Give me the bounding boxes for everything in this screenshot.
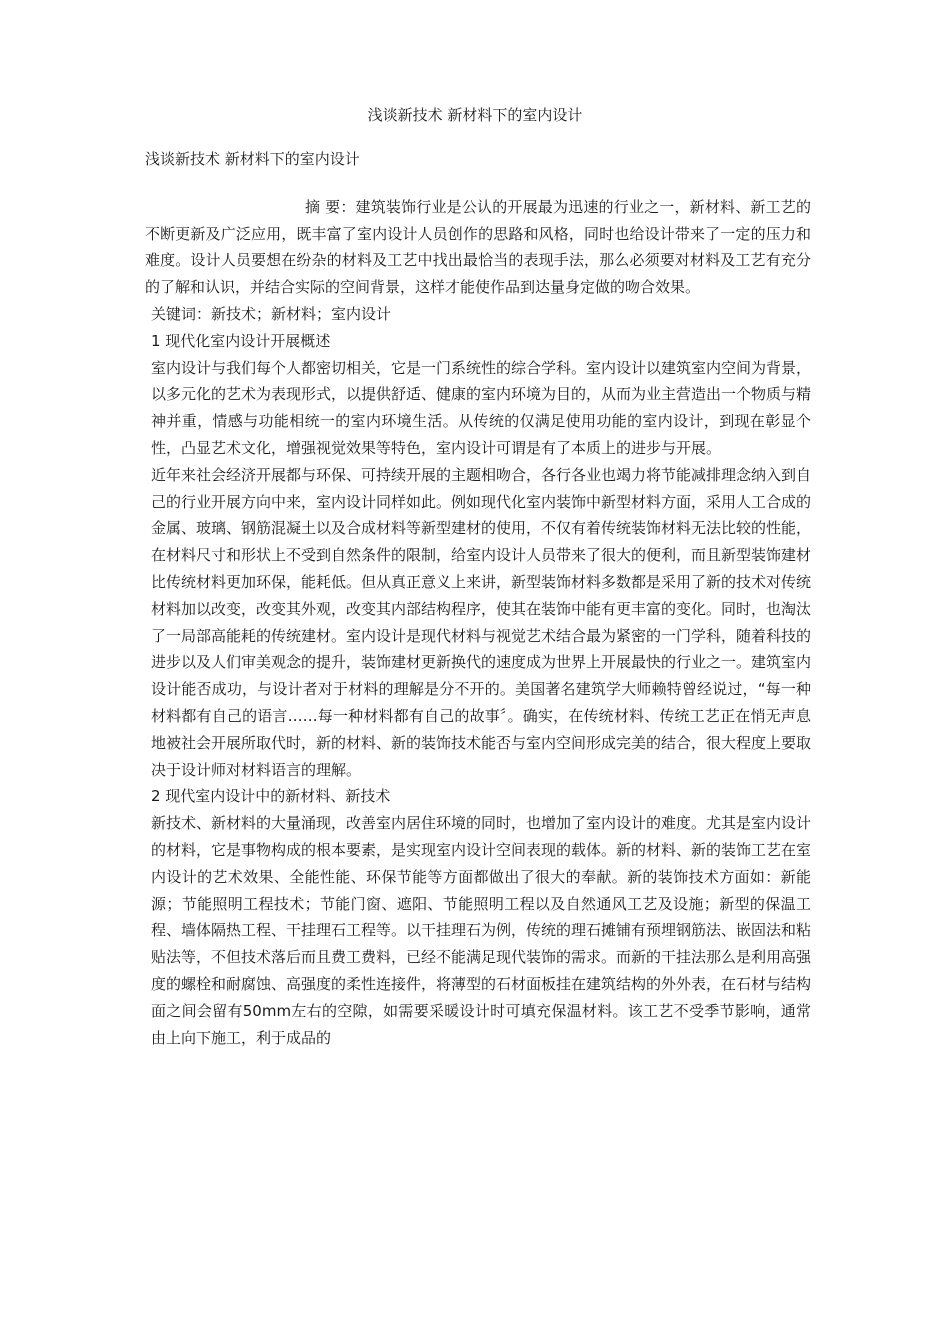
section-1-heading: 1 现代化室内设计开展概述 [151,331,331,350]
document-body [145,146,811,1051]
document-title: 浅谈新技术 新材料下的室内设计 [367,106,583,124]
section-1-paragraph-1: 室内设计与我们每个人都密切相关，它是一门系统性的综合学科。室内设计以建筑室内空间为背景，以多元化的艺术为表现形式，以提供舒适、健康的室内环境为目的，从而为业主营造出一个物质与精神并重，情感与功能相统一的室内环境生活。从传统的仅满足使用功能的室内设计，到现在彰显个性，凸显艺术文化，增强视觉效果等特色，室内设计可谓是有了本质上的进步与开展。 [151,358,812,457]
abstract-paragraph: 摘 要：建筑装饰行业是公认的开展最为迅速的行业之一，新材料、新工艺的不断更新及广泛应用，既丰富了室内设计人员创作的思路和风格，同时也给设计带来了一定的压力和难度。设计人员要想在纷杂的材料及工艺中找出最恰当的表现手法，那么必须要对材料及工艺有充分的了解和认识，并结合实际的空间背景，这样才能使作品到达量身定做的吻合效果。 [145,197,811,297]
document-subtitle: 浅谈新技术 新材料下的室内设计 [145,150,360,168]
keywords-line: 关键词：新技术；新材料；室内设计 [151,304,392,323]
section-2-heading: 2 现代室内设计中的新材料、新技术 [151,787,391,806]
section-1-paragraph-2: 近年来社会经济开展都与环保、可持续开展的主题相吻合，各行各业也竭力将节能减排理念纳入到自己的行业开展方向中来，室内设计同样如此。例如现代化室内装饰中新型材料方面，采用人工合成的金属、玻璃、钢筋混凝土以及合成材料等新型建材的使用，不仅有着传统装饰材料无法比较的性能，在材料尺寸和形状上不受到自然条件的限制，给室内设计人员带来了很大的便利，而且新型装饰建材比传统材料更加环保，能耗低。但从真正意义上来讲，新型装饰材料多数都是采用了新的技术对传统材料加以改变，改变其外观，改变其内部结构程序，使其在装饰中能有更丰富的变化。同时，也淘汰了一局部高能耗的传统建材。室内设计是现代材料与视觉艺术结合最为紧密的一门学科，随着科技的进步以及人们审美观念的提升，装饰建材更新换代的速度成为世界上开展最快的行业之一。建筑室内设计能否成功，与设计者对于材料的理解是分不开的。美国著名建筑学大师赖特曾经说过，“每一种材料都有自己的语言……每一种材料都有自己的故事〞。确实，在传统材料、传统工艺正在悄无声息地被社会开展所取代时，新的材料、新的装饰技术能否与室内空间形成完美的结合，很大程度上要取决于设计师对材料语言的理解。 [151,465,812,779]
section-2-paragraph-1: 新技术、新材料的大量涌现，改善室内居住环境的同时，也增加了室内设计的难度。尤其是室内设计的材料，它是事物构成的根本要素，是实现室内设计空间表现的载体。新的材料、新的装饰工艺在室内设计的艺术效果、全能性能、环保节能等方面都做出了很大的奉献。新的装饰技术方面如：新能源；节能照明工程技术；节能门窗、遮阳、节能照明工程以及自然通风工艺及设施；新型的保温工程、墙体隔热工程、干挂理石工程等。以干挂理石为例，传统的理石摊铺有预埋钢筋法、嵌固法和粘贴法等，不但技术落后而且费工费料，已经不能满足现代装饰的需求。而新的干挂法那么是利用高强度的螺栓和耐腐蚀、高强度的柔性连接件，将薄型的石材面板挂在建筑结构的外外表，在石材与结构面之间会留有50mm左右的空隙，如需要采暖设计时可填充保温材料。该工艺不受季节影响，通常由上向下施工，利于成品的 [151,814,812,1047]
